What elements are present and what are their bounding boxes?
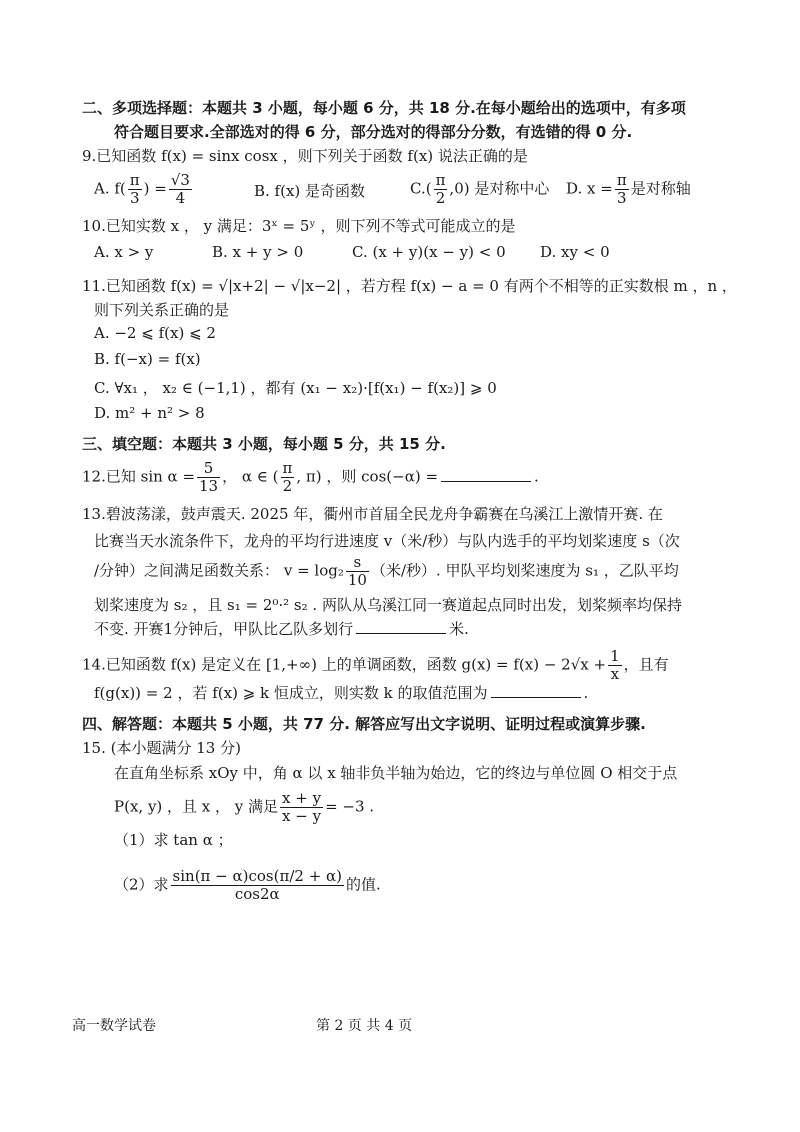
q9-a-fraction: [128, 172, 142, 207]
q13-line3: [94, 554, 679, 589]
q10-stem: 10.已知实数 x ， y 满足：3ˣ = 5ʸ ，则下列不等式可能成立的是: [82, 217, 516, 235]
q15-l2-suffix: = −3 .: [325, 797, 375, 816]
q12-den: 13: [199, 477, 219, 495]
q13-l3-den: 10: [347, 571, 367, 589]
q9-a-num: π: [129, 171, 140, 189]
q14-l1-den: x: [610, 665, 620, 683]
q15-line1: 在直角坐标系 xOy 中，角 α 以 x 轴非负半轴为始边，它的终边与单位圆 O 相交于点: [114, 764, 678, 782]
q10-option-d: D. xy < 0: [540, 243, 610, 261]
q9-c-den: 2: [435, 189, 446, 207]
q12-end: .: [534, 467, 539, 486]
q15-line2: [114, 790, 374, 825]
q9-a-mid: ) =: [143, 179, 167, 198]
q11-option-b: B. f(−x) = f(x): [94, 350, 201, 368]
q9-c-suffix: ,0) 是对称中心: [449, 179, 550, 198]
q15-p2-den: cos2α: [234, 885, 280, 903]
q15-title: 15. (本小题满分 13 分): [82, 739, 241, 757]
section-4-header: 四、解答题：本题共 5 小题，共 77 分. 解答应写出文字说明、证明过程或演算步骤.: [82, 715, 646, 733]
q9-c-num: π: [435, 171, 446, 189]
q13-line2: 比赛当天水流条件下，龙舟的平均行进速度 v（米/秒）与队内选手的平均划桨速度 s（次: [94, 532, 680, 550]
q9-c-fraction: [434, 172, 448, 207]
q13-l3-prefix: /分钟）之间满足函数关系： v = log₂: [94, 561, 344, 580]
q11-stem-line2: 则下列关系正确的是: [94, 301, 230, 319]
q15-part2: [114, 868, 381, 903]
q11-option-c: C. ∀x₁ ， x₂ ∈ (−1,1) ，都有 (x₁ − x₂)·[f(x₁) − f(x₂)] ⩾ 0: [94, 379, 497, 397]
q13-answer-blank: [356, 619, 446, 634]
q9-a-rnum: √3: [170, 171, 190, 189]
q12-line: [82, 460, 539, 495]
q9-option-b: B. f(x) 是奇函数: [254, 182, 366, 200]
q12-interval-fraction: [281, 460, 295, 495]
q14-l1-suffix: ，且有: [623, 655, 669, 674]
q15-part1: （1）求 tan α ；: [114, 831, 233, 849]
q9-c-prefix: C.(: [410, 179, 432, 198]
q14-l2-suffix: .: [583, 684, 589, 702]
q13-line5: [94, 619, 469, 639]
q15-l2-den: x − y: [282, 807, 322, 825]
q9-option-c: [410, 172, 549, 207]
footer-page-number: 第 2 页 共 4 页: [316, 1018, 413, 1034]
q12-prefix: 12.已知 sin α =: [82, 467, 196, 486]
q9-d-suffix: 是对称轴: [630, 179, 691, 198]
section-2-header-line2: 符合题目要求.全部选对的得 6 分，部分选对的得部分分数，有选错的得 0 分.: [114, 123, 633, 141]
q14-l2-prefix: f(g(x)) = 2 ，若 f(x) ⩾ k 恒成立，则实数 k 的取值范围为: [94, 684, 488, 702]
q13-l3-num: s: [346, 554, 369, 572]
q12-iden: 2: [282, 477, 293, 495]
q11-stem-line1: 11.已知函数 f(x) = √|x+2| − √|x−2| ，若方程 f(x) − a = 0 有两个不相等的正实数根 m ，n ，: [82, 277, 737, 295]
q9-d-fraction: [615, 172, 629, 207]
q11-option-d: D. m² + n² > 8: [94, 404, 205, 422]
footer-left: 高一数学试卷: [72, 1018, 156, 1034]
q12-inum: π: [282, 459, 293, 477]
q12-answer-blank: [441, 467, 531, 482]
q14-line1: [82, 648, 669, 683]
q14-line2: [94, 683, 588, 703]
q15-p2-suffix: 的值.: [346, 875, 381, 894]
q9-a-rhs-fraction: [169, 172, 192, 207]
q12-mid1: ， α ∈ (: [222, 467, 279, 486]
q9-d-den: 3: [616, 189, 627, 207]
q9-a-prefix: A. f(: [94, 179, 126, 198]
q15-fraction: [280, 790, 323, 825]
q9-d-num: π: [616, 171, 627, 189]
q14-l1-prefix: 14.已知函数 f(x) 是定义在 [1,+∞) 上的单调函数，函数 g(x) = f(x) − 2√x +: [82, 655, 607, 674]
q15-l2-num: x + y: [282, 789, 322, 807]
q10-option-a: A. x > y: [94, 243, 154, 261]
q15-p2-num: sin(π − α)cos(π/2 + α): [172, 867, 343, 885]
q10-option-b: B. x + y > 0: [212, 243, 304, 261]
q9-option-d: [566, 172, 691, 207]
q14-answer-blank: [491, 683, 581, 698]
q9-stem: 9.已知函数 f(x) = sinx cosx ，则下列关于函数 f(x) 说法正确的是: [82, 147, 528, 165]
section-2-header-line1: 二、多项选择题：本题共 3 小题，每小题 6 分，共 18 分.在每小题给出的选项中，有多项: [82, 99, 686, 117]
q9-a-rden: 4: [175, 189, 186, 207]
q9-d-prefix: D. x =: [566, 179, 613, 198]
section-3-header: 三、填空题：本题共 3 小题，每小题 5 分，共 15 分.: [82, 435, 446, 453]
q14-fraction: [608, 648, 622, 683]
q11-option-a: A. −2 ⩽ f(x) ⩽ 2: [94, 324, 216, 342]
q12-fraction: [197, 460, 220, 495]
q12-num: 5: [197, 460, 220, 478]
q9-option-a: [94, 172, 194, 207]
q10-option-c: C. (x + y)(x − y) < 0: [352, 243, 506, 261]
q13-l3-suffix: （米/秒）. 甲队平均划桨速度为 s₁ ，乙队平均: [370, 561, 679, 580]
q13-l5-prefix: 不变. 开赛1分钟后，甲队比乙队多划行: [94, 620, 354, 638]
q9-a-den: 3: [129, 189, 140, 207]
q15-p2-prefix: （2）求: [114, 875, 169, 894]
q15-p2-fraction: [171, 868, 344, 903]
q13-line1: 13.碧波荡漾，鼓声震天. 2025 年，衢州市首届全民龙舟争霸赛在乌溪江上激情开赛. 在: [82, 505, 663, 523]
q13-l5-suffix: 米.: [449, 620, 469, 638]
q15-l2-prefix: P(x, y) ，且 x ， y 满足: [114, 797, 279, 816]
q13-fraction: [346, 554, 369, 589]
q13-line4: 划桨速度为 s₂ ，且 s₁ = 2⁰·² s₂ . 两队从乌溪江同一赛道起点同时出发，划桨频率均保持: [94, 596, 682, 614]
q14-l1-num: 1: [610, 647, 620, 665]
q12-mid2: , π) ，则 cos(−α) =: [296, 467, 439, 486]
